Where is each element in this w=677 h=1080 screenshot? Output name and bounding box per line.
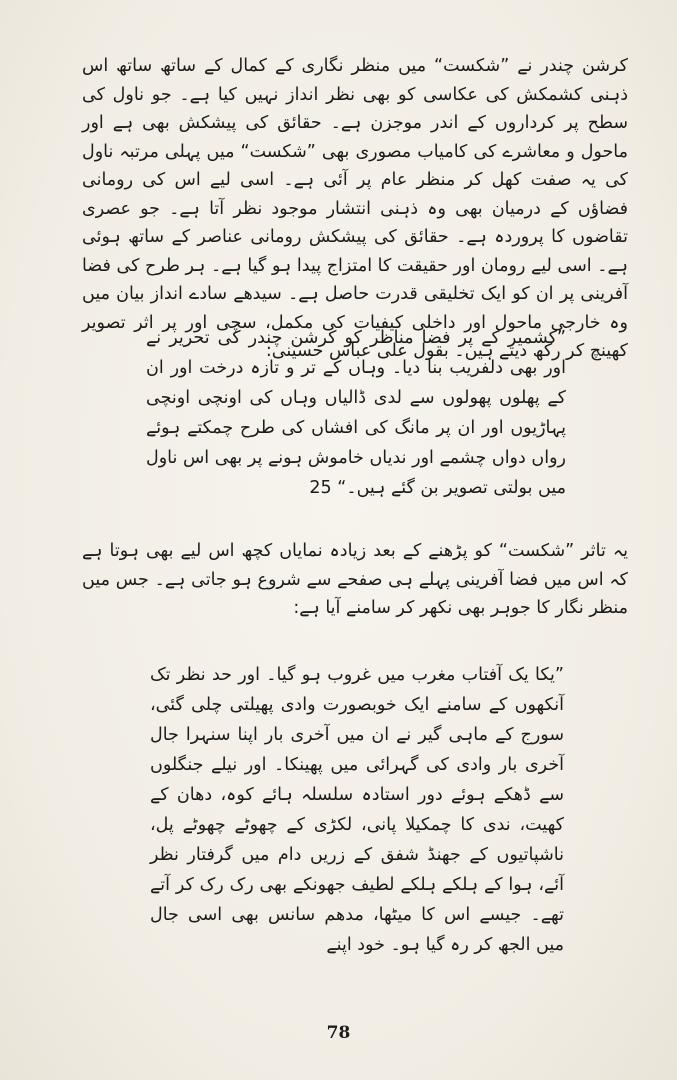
block-quote-2: ”یکا یک آفتاب مغرب میں غروب ہو گیا۔ اور حد نظر تک آنکھوں کے سامنے ایک خوبصورت وادی پھیلتی چلی گئی، سورج کے ماہی گیر نے ان میں آخری بار اپنا سنہرا جال آخری بار وادی کی گہرائی میں پھینکا۔ اور نیلے جنگلوں سے ڈھکے ہوئے دور استادہ سلسلہ ہائے کوہ، دھان کے کھیت، ندی کا چمکیلا پانی، لکڑی کے چھوٹے چھوٹے پل، ناشپاتیوں کے جھنڈ شفق کے زریں دام میں گرفتار نظر آئے، ہوا کے ہلکے ہلکے لطیف جھونکے بھی رک رک کر آتے تھے۔ جیسے اس کا میٹھا، مدھم سانس بھی اسی جال میں الجھ کر رہ گیا ہو۔ خود اپنے: [150, 665, 564, 955]
body-paragraph-2: یہ تاثر ”شکست“ کو پڑھنے کے بعد زیادہ نمایاں کچھ اس لیے بھی ہوتا ہے کہ اس میں فضا آفرینی پہلے ہی صفحے سے شروع ہو جاتی ہے۔ جس میں منظر نگار کا جوہر بھی نکھر کر سامنے آیا ہے:: [82, 541, 628, 618]
body-paragraph-1: کرشن چندر نے ”شکست“ میں منظر نگاری کے کمال کے ساتھ ساتھ اس ذہنی کشمکش کی عکاسی کو بھی نظر انداز نہیں کیا ہے۔ جو ناول کی سطح پر کرداروں کے اندر موجزن ہے۔ حقائق کی پیشکش بھی ہے اور ماحول و معاشرے کی کامیاب مصوری بھی ”شکست“ میں پہلی مرتبہ ناول کی یہ صفت کھل کر منظر عام پر آئی ہے۔ اسی لیے اس کی رومانی فضاؤں کے درمیان بھی وہ ذہنی انتشار موجود نظر آتا ہے۔ جو عصری تقاضوں کا پروردہ ہے۔ حقائق کی پیشکش رومانی عناصر کے ساتھ ہوئی ہے۔ اسی لیے رومان اور حقیقت کا امتزاج پیدا ہو گیا ہے۔ ہر طرح کی فضا آفرینی پر ان کو ایک تخلیقی قدرت حاصل ہے۔ سیدھے سادے انداز بیان میں وہ خارجی ماحول اور داخلی کیفیات کی مکمل، سچی اور پر اثر تصویر کھینچ کر رکھ دیتے ہیں۔ بقول علی عباس حسینی:: [82, 56, 628, 361]
block-quote-1: ”کشمیر کے پر فضا مناظر کو کرشن چندر کی تحریر نے اور بھی دلفریب بنا دیا۔ وہاں کے تر و تازہ درخت اور ان کے پھلوں پھولوں سے لدی ڈالیاں وہاں کی اونچی اونچی پہاڑیوں اور ان پر مانگ کی افشاں کی طرح چمکتے ہوئے رواں دواں چشمے اور ندیاں خاموش ہونے پر بھی اس ناول میں بولتی تصویر بن گئے ہیں۔“ 25: [146, 328, 566, 498]
page-number: 78: [326, 1023, 351, 1043]
